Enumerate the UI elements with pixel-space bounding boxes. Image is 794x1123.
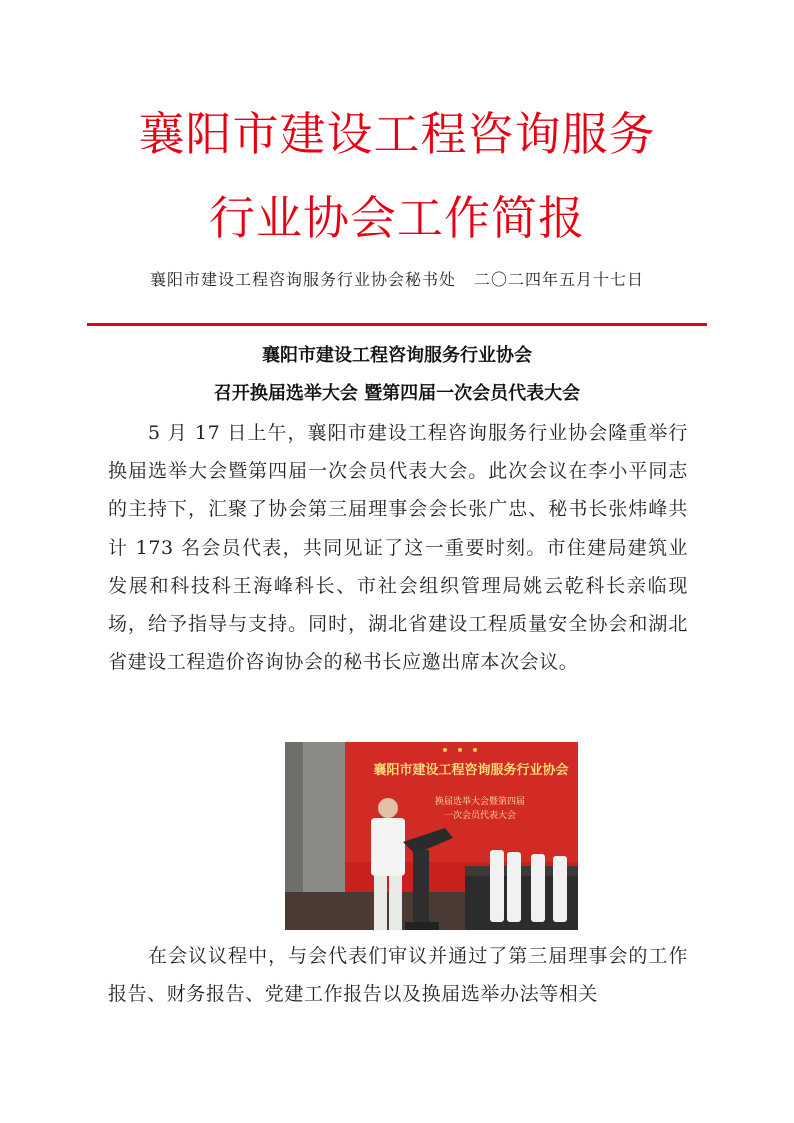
meeting-photo <box>285 742 578 930</box>
article-paragraph-2: 在会议议程中，与会代表们审议并通过了第三届理事会的工作报告、财务报告、党建工作报告以及换届选举办法等相关 <box>108 945 688 1006</box>
issue-date: 二〇二四年五月十七日 <box>474 270 645 289</box>
backdrop-subtitle-2: 一次会员代表大会 <box>443 811 517 821</box>
article-paragraph-1: 5 月 17 日上午，襄阳市建设工程咨询服务行业协会隆重举行换届选举大会暨第四届一次会员代表大会。此次会议在李小平同志的主持下，汇聚了协会第三届理事会会长张广忠、秘书长张炜峰共计 173 名会员代表，共同见证了这一重要时刻。市住建局建筑业发展和科技科王海峰科长、市社会组织管理局姚云乾科长亲临现场，给予指导与支持。同时，湖北省建设工程质量安全协会和湖北省建设工程造价咨询协会的秘书长应邀出席本次会议。 <box>108 422 688 674</box>
red-divider-line <box>87 323 707 326</box>
issuer-name: 襄阳市建设工程咨询服务行业协会秘书处 <box>149 270 456 289</box>
article-headline-line-1: 襄阳市建设工程咨询服务行业协会 <box>262 345 532 366</box>
backdrop-title: 襄阳市建设工程咨询服务行业协会 <box>373 763 569 778</box>
article-headline-line-2: 召开换届选举大会 暨第四届一次会员代表大会 <box>213 383 581 404</box>
backdrop-subtitle-1: 换届选举大会暨第四届 <box>434 797 526 807</box>
masthead-title-line-1: 襄阳市建设工程咨询服务 <box>138 107 656 161</box>
meeting-photo-illustration <box>285 742 578 930</box>
masthead-title-line-2: 行业协会工作简报 <box>209 191 585 245</box>
issuer-date-line <box>0 268 794 292</box>
